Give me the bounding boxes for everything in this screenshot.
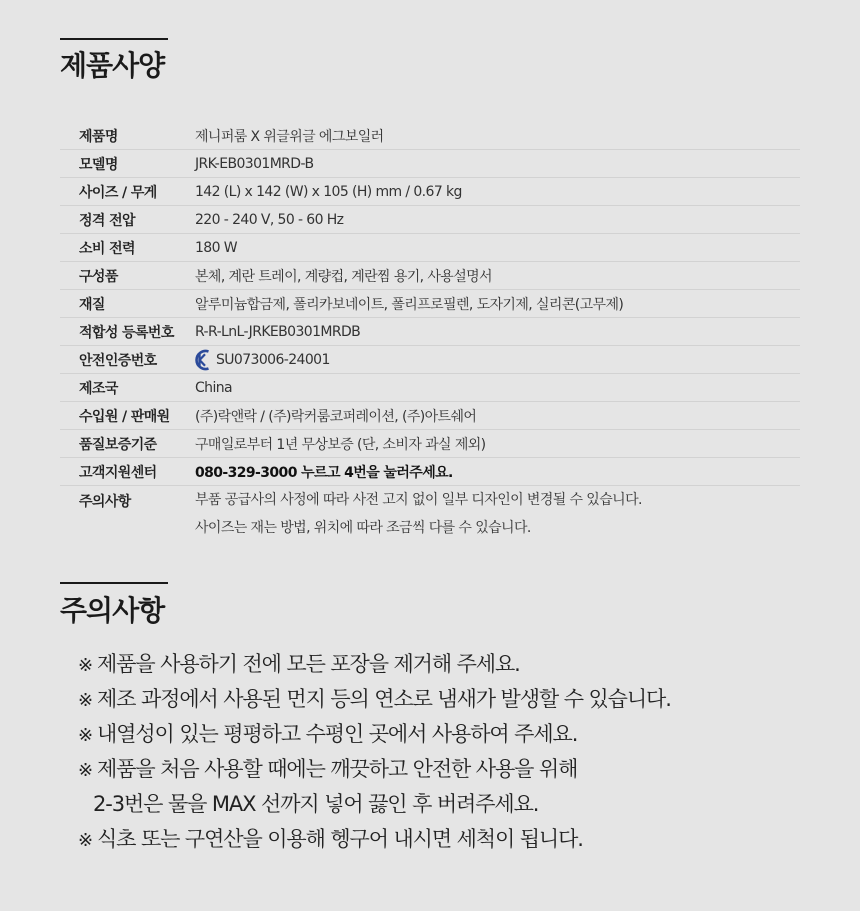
reference-mark: ※ (78, 655, 92, 676)
spec-row-components (60, 262, 800, 290)
spec-label: 안전인증번호 (79, 352, 157, 369)
spec-row-voltage (60, 206, 800, 234)
spec-table (60, 122, 800, 542)
spec-label: 적합성 등록번호 (79, 324, 174, 341)
spec-row-registration (60, 318, 800, 346)
caution-item: ※ 내열성이 있는 평평하고 수평인 곳에서 사용하여 주세요. (78, 717, 671, 752)
spec-label: 모델명 (79, 156, 118, 173)
spec-value (195, 349, 330, 371)
spec-row-support (60, 458, 800, 486)
caution-list (78, 647, 671, 857)
safety-cert-number: SU073006-24001 (216, 351, 330, 368)
notice-line: 부품 공급사의 사정에 따라 사전 고지 없이 일부 디자인이 변경될 수 있습니다. (195, 492, 642, 508)
spec-row-power (60, 234, 800, 262)
spec-label: 고객지원센터 (79, 464, 157, 481)
spec-value: (주)락앤락 / (주)락커룸코퍼레이션, (주)아트쉐어 (195, 408, 477, 425)
spec-value: China (195, 379, 232, 396)
spec-value: JRK-EB0301MRD-B (195, 155, 314, 172)
caution-item: ※ 식초 또는 구연산을 이용해 헹구어 내시면 세척이 됩니다. (78, 822, 671, 857)
spec-value: 본체, 계란 트레이, 계량컵, 계란찜 용기, 사용설명서 (195, 268, 492, 285)
notice-line: 사이즈는 재는 방법, 위치에 따라 조금씩 다를 수 있습니다. (195, 520, 531, 536)
spec-row-size-weight (60, 178, 800, 206)
spec-label: 소비 전력 (79, 240, 135, 257)
spec-value: 142 (L) x 142 (W) x 105 (H) mm / 0.67 kg (195, 183, 462, 200)
spec-value: 알루미늄합금제, 폴리카보네이트, 폴리프로필렌, 도자기제, 실리콘(고무제) (195, 296, 624, 313)
reference-mark: ※ (78, 690, 92, 711)
spec-title-rule (60, 38, 168, 40)
reference-mark: ※ (78, 725, 92, 746)
spec-row-notice (60, 486, 800, 542)
spec-label: 정격 전압 (79, 212, 135, 229)
caution-item: ※ 제품을 사용하기 전에 모든 포장을 제거해 주세요. (78, 647, 671, 682)
spec-label: 품질보증기준 (79, 436, 157, 453)
spec-row-safety-cert (60, 346, 800, 374)
caution-item-continued: 2-3번은 물을 MAX 선까지 넣어 끓인 후 버려주세요. (93, 792, 539, 816)
spec-row-material (60, 290, 800, 318)
reference-mark: ※ (78, 760, 92, 781)
caution-item: ※ 제조 과정에서 사용된 먼지 등의 연소로 냄새가 발생할 수 있습니다. (78, 682, 671, 717)
spec-value: 제니퍼룸 X 위글위글 에그보일러 (195, 128, 384, 145)
kc-certification-icon (195, 349, 211, 371)
spec-row-product-name (60, 122, 800, 150)
spec-value: R-R-LnL-JRKEB0301MRDB (195, 323, 361, 340)
spec-value: 220 - 240 V, 50 - 60 Hz (195, 211, 344, 228)
caution-item: ※ 제품을 처음 사용할 때에는 깨끗하고 안전한 사용을 위해 (78, 752, 671, 787)
spec-value: 180 W (195, 239, 238, 256)
spec-label: 제조국 (79, 380, 118, 397)
caution-title: 주의사항 (60, 594, 165, 627)
spec-value: 구매일로부터 1년 무상보증 (단, 소비자 과실 제외) (195, 436, 486, 453)
spec-label: 제품명 (79, 128, 118, 145)
caution-title-rule (60, 582, 168, 584)
spec-row-warranty (60, 430, 800, 458)
reference-mark: ※ (78, 830, 92, 851)
spec-label: 수입원 / 판매원 (79, 408, 170, 425)
spec-label: 주의사항 (79, 494, 131, 510)
spec-label: 사이즈 / 무게 (79, 184, 157, 201)
spec-label: 재질 (79, 296, 105, 313)
spec-value (195, 491, 642, 542)
support-phone: 080-329-3000 누르고 4번을 눌러주세요. (195, 464, 453, 481)
spec-label: 구성품 (79, 268, 118, 285)
spec-row-origin (60, 374, 800, 402)
spec-row-importer (60, 402, 800, 430)
spec-title: 제품사양 (60, 49, 165, 82)
spec-row-model (60, 150, 800, 178)
spec-section (60, 38, 800, 536)
caution-section (60, 582, 800, 851)
